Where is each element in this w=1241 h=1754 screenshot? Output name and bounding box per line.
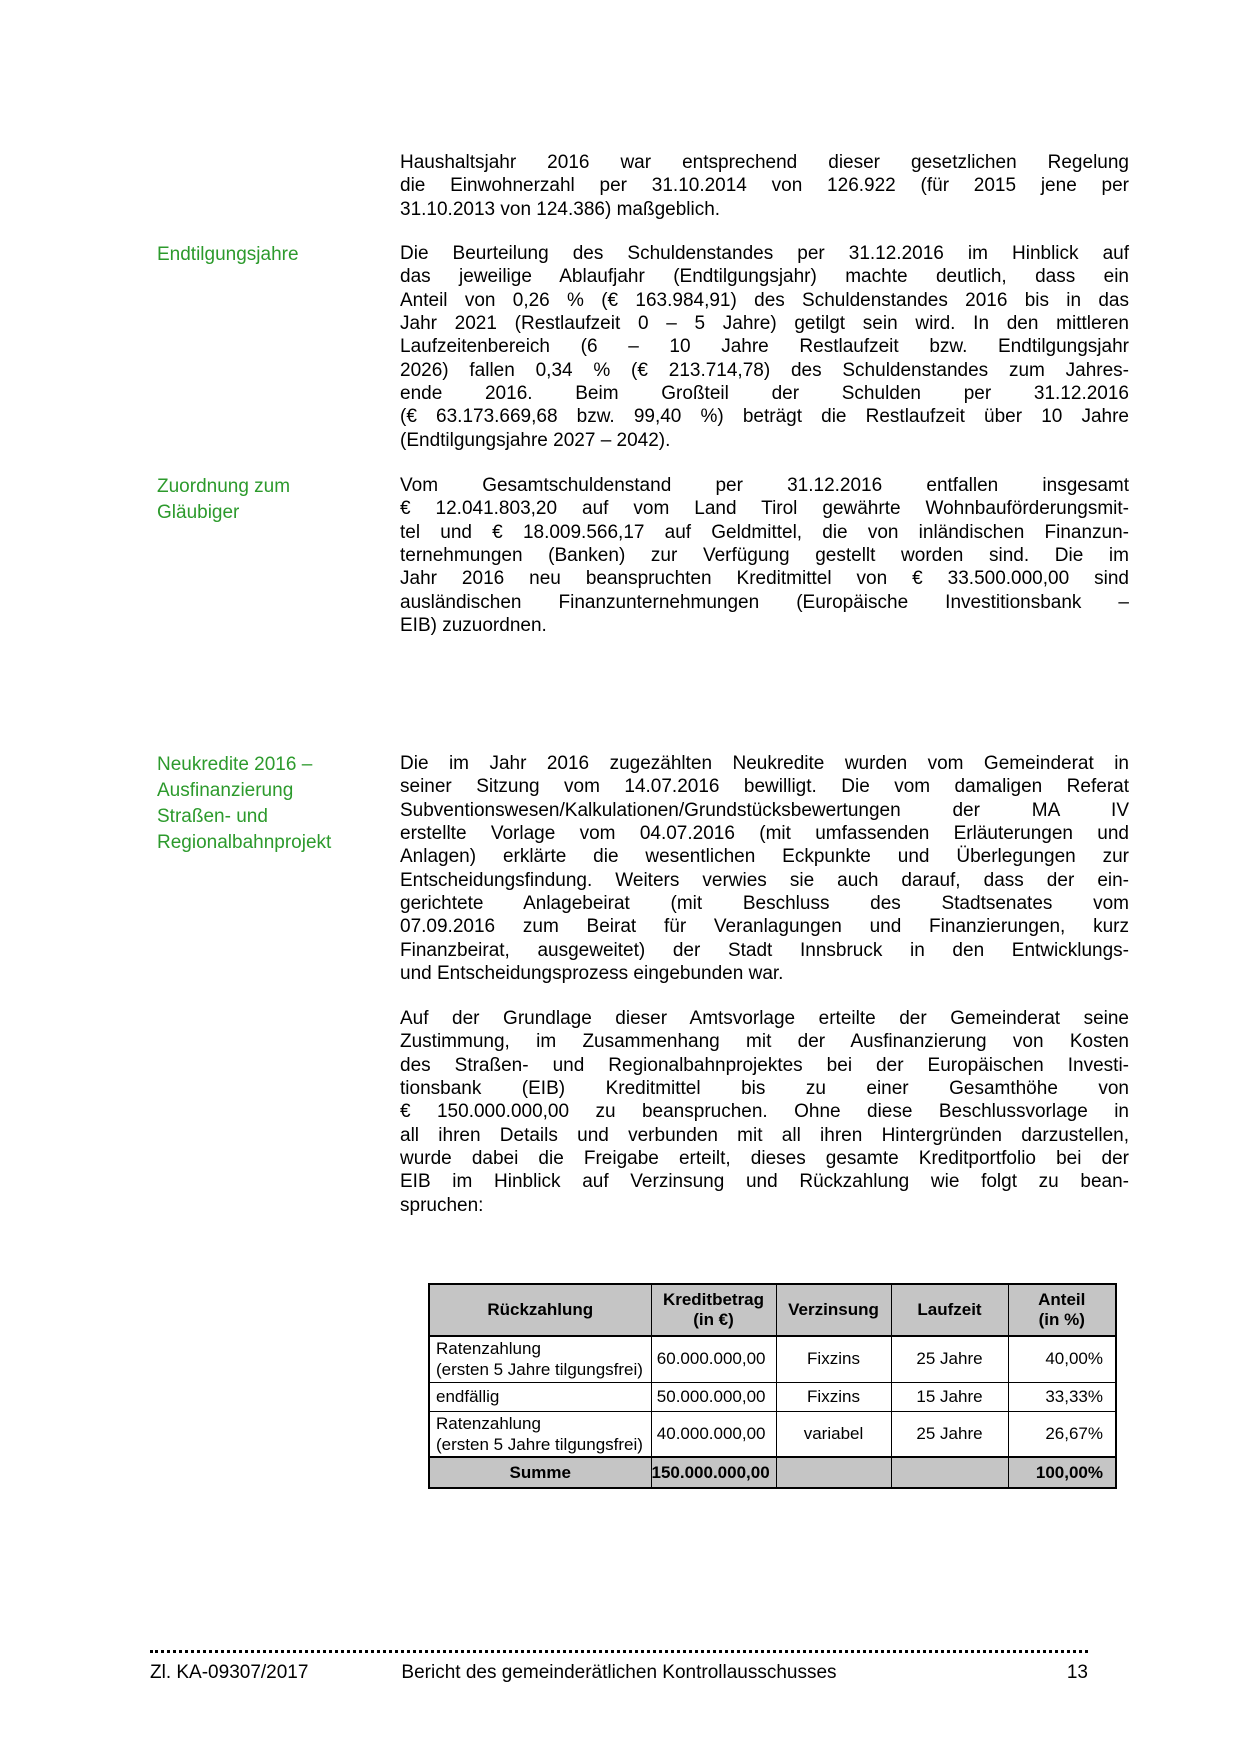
page-footer [150,1662,1088,1684]
footer-reference-number: Zl. KA-09307/2017 [150,1662,309,1683]
text-line: Verzinsung [788,1300,879,1319]
text-line: Neukredite 2016 – [157,754,313,775]
cell-summe-label: Summe [429,1457,651,1488]
text-line: EIB im Hinblick auf Verzinsung und Rückzahlung wie folgt zu bean- [400,1171,1129,1193]
cell-kreditbetrag: 40.000.000,00 [651,1411,776,1457]
text-line: Anteil von 0,26 % (€ 163.984,91) des Schuldenstandes 2016 bis in das [400,289,1129,311]
paragraph-neukredite-2016 [400,752,1129,985]
text-line: ternehmungen (Banken) zur Verfügung gestellt worden sind. Die im [400,544,1129,566]
text-line: Ratenzahlung [436,1413,541,1433]
cell-anteil: 33,33% [1008,1382,1116,1411]
cell-laufzeit: 15 Jahre [891,1382,1008,1411]
text-line: Jahr 2021 (Restlaufzeit 0 – 5 Jahre) getilgt sein wird. In den mittleren [400,312,1129,334]
text-line: Anlagen) erklärte die wesentlichen Eckpunkte und Überlegungen zur [400,846,1129,868]
text-line: EIB) zuzuordnen. [400,614,547,636]
text-line: Zuordnung zum [157,476,291,497]
table-row-ratenzahlung-fixzins [429,1336,1116,1382]
text-line: das jeweilige Ablaufjahr (Endtilgungsjahr) machte deutlich, dass ein [400,266,1129,288]
col-header-verzinsung [776,1284,891,1336]
text-line: Gläubiger [157,502,240,523]
footer-page-number: 13 [1066,1662,1088,1683]
text-line: Laufzeitenbereich (6 – 10 Jahre Restlaufzeit bzw. Endtilgungsjahr [400,336,1129,358]
text-line: € 150.000.000,00 zu beanspruchen. Ohne diese Beschlussvorlage in [400,1101,1129,1123]
text-line: spruchen: [400,1194,484,1216]
cell-verzinsung: Fixzins [776,1382,891,1411]
text-line: seiner Sitzung vom 14.07.2016 bewilligt. Die vom damaligen Referat [400,776,1129,798]
text-line: des Straßen- und Regionalbahnprojektes bei der Europäischen Investi- [400,1054,1129,1076]
text-line: die Einwohnerzahl per 31.10.2014 von 126.922 (für 2015 jene per [400,175,1129,197]
text-line: tionsbank (EIB) Kreditmittel bis zu einer Gesamthöhe von [400,1077,1129,1099]
cell-rueckzahlung [429,1411,651,1457]
footer-report-title: Bericht des gemeinderätlichen Kontrollausschusses [401,1662,837,1683]
col-header-anteil [1008,1284,1116,1336]
paragraph-zuordnung-zum-glaeubiger [400,474,1129,637]
text-line: ende 2016. Beim Großteil der Schulden per 31.12.2016 [400,382,1129,404]
text-line: Jahr 2016 neu beanspruchten Kreditmittel von € 33.500.000,00 sind [400,568,1129,590]
text-line: ausländischen Finanzunternehmungen (Europäische Investitionsbank – [400,591,1129,613]
margin-label-zuordnung-zum-glaeubiger [157,474,392,526]
col-header-kreditbetrag [651,1284,776,1336]
credit-table-header-row [429,1284,1116,1336]
text-line: (€ 63.173.669,68 bzw. 99,40 %) beträgt die Restlaufzeit über 10 Jahre [400,406,1129,428]
cell-verzinsung: variabel [776,1411,891,1457]
table-row-summe [429,1457,1116,1488]
text-line: erstellte Vorlage vom 04.07.2016 (mit umfassenden Erläuterungen und [400,822,1129,844]
credit-table [428,1283,1117,1489]
text-line: Vom Gesamtschuldenstand per 31.12.2016 entfallen insgesamt [400,475,1129,496]
cell-laufzeit: 25 Jahre [891,1336,1008,1382]
text-line: (Endtilgungsjahre 2027 – 2042). [400,429,671,451]
text-line: Haushaltsjahr 2016 war entsprechend dieser gesetzlichen Regelung [400,152,1129,173]
text-line: Auf der Grundlage dieser Amtsvorlage erteilte der Gemeinderat seine [400,1008,1129,1029]
text-line: (ersten 5 Jahre tilgungsfrei) [436,1360,643,1380]
text-line: Rückzahlung [487,1300,594,1319]
text-line: 07.09.2016 zum Beirat für Veranlagungen und Finanzierungen, kurz [400,916,1129,938]
cell-kreditbetrag: 50.000.000,00 [651,1382,776,1411]
text-line: und Entscheidungsprozess eingebunden war. [400,962,784,984]
cell-summe-anteil: 100,00% [1008,1457,1116,1488]
text-line: (ersten 5 Jahre tilgungsfrei) [436,1434,643,1454]
cell-anteil: 26,67% [1008,1411,1116,1457]
text-line: Ausfinanzierung [157,780,294,801]
text-line: all ihren Details und verbunden mit all ihren Hintergründen darzustellen, [400,1124,1129,1146]
cell-laufzeit: 25 Jahre [891,1411,1008,1457]
text-line: Anteil [1038,1290,1086,1309]
cell-rueckzahlung [429,1382,651,1411]
cell-summe-verzinsung [776,1457,891,1488]
cell-anteil: 40,00% [1008,1336,1116,1382]
text-line: Die im Jahr 2016 zugezählten Neukredite wurden vom Gemeinderat in [400,753,1129,774]
margin-label-endtilgungsjahre [157,242,392,268]
paragraph-endtilgungsjahre [400,242,1129,452]
text-line: Subventionswesen/Kalkulationen/Grundstücksbewertungen der MA IV [400,799,1129,821]
text-line: Kreditbetrag [662,1290,765,1309]
text-line: wurde dabei die Freigabe erteilt, dieses gesamte Kreditportfolio bei der [400,1147,1129,1169]
cell-rueckzahlung [429,1336,651,1382]
table-row-ratenzahlung-variabel [429,1411,1116,1457]
text-line: Ratenzahlung [436,1339,541,1359]
cell-kreditbetrag: 60.000.000,00 [651,1336,776,1382]
margin-label-neukredite-2016 [157,752,392,856]
text-line: Straßen- und [157,806,268,827]
col-header-rueckzahlung [429,1284,651,1336]
text-line: 31.10.2013 von 124.386) maßgeblich. [400,198,721,220]
col-header-laufzeit [891,1284,1008,1336]
text-line: (in %) [1038,1310,1085,1329]
footer-dotted-rule [150,1650,1088,1653]
text-line: 2026) fallen 0,34 % (€ 213.714,78) des Schuldenstandes zum Jahres- [400,359,1129,381]
text-line: (in €) [693,1310,734,1329]
text-line: gerichtete Anlagebeirat (mit Beschluss des Stadtsenates vom [400,892,1129,914]
cell-summe-kreditbetrag: 150.000.000,00 [651,1457,776,1488]
cell-verzinsung: Fixzins [776,1336,891,1382]
text-line: Laufzeit [917,1300,982,1319]
text-line: tel und € 18.009.566,17 auf Geldmittel, die von inländischen Finanzun- [400,521,1129,543]
text-line: Die Beurteilung des Schuldenstandes per 31.12.2016 im Hinblick auf [400,243,1129,264]
text-line: Zustimmung, im Zusammenhang mit der Ausfinanzierung von Kosten [400,1031,1129,1053]
text-line: endfällig [436,1387,500,1406]
table-row-endfaellig [429,1382,1116,1411]
cell-summe-laufzeit [891,1457,1008,1488]
paragraph-amtsvorlage-eib [400,1007,1129,1217]
text-line: Finanzbeirat, ausgeweitet) der Stadt Innsbruck in den Entwicklungs- [400,939,1129,961]
text-line: Entscheidungsfindung. Weiters verwies sie auch darauf, dass der ein- [400,869,1129,891]
text-line: Endtilgungsjahre [157,244,299,265]
text-line: Regionalbahnprojekt [157,832,332,853]
text-line: € 12.041.803,20 auf vom Land Tirol gewährte Wohnbauförderungsmit- [400,498,1129,520]
paragraph-einwohnerzahl [400,151,1129,221]
